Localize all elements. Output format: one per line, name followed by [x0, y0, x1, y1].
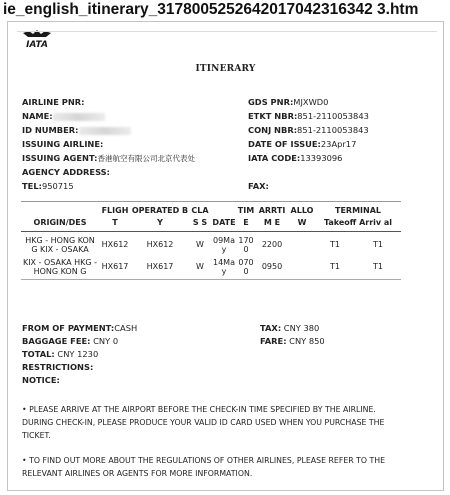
notice-label: NOTICE: [22, 375, 60, 385]
restrictions-field: RESTRICTIONS: [22, 362, 94, 372]
table-row: KIX - OSAKA HKG - HONG KON G HX617 HX617 W 14Ma y 070 0 0950 T1 T1 [22, 257, 383, 276]
table-row: HKG - HONG KON G KIX - OSAKA HX612 HX612 W 09Ma y 170 0 2200 T1 T1 [25, 235, 383, 254]
document-title: ITINERARY [195, 64, 256, 74]
tax-field: TAX: CNY 380 [260, 323, 320, 333]
col-terminal: TERMINAL Takeoff Arriv al [315, 202, 401, 232]
col-arrtime: ARRTIM E [255, 202, 289, 232]
tel-field: TEL:950715 [22, 181, 74, 191]
col-origin: ORIGIN/DES [21, 202, 99, 232]
issuing-airline-field: ISSUING AIRLINE: [22, 139, 104, 149]
fax-field: FAX: [248, 181, 269, 191]
total-field: TOTAL: CNY 1230 [22, 349, 99, 359]
issuing-agent-field: ISSUING AGENT:香港航空有限公司北京代表处 [22, 153, 195, 163]
col-time: TIM E [237, 202, 255, 232]
redacted-id [79, 127, 131, 135]
itinerary-document [7, 21, 444, 491]
col-flight: FLIGH T [99, 202, 131, 232]
col-operated-by: OPERATED B Y [131, 202, 189, 232]
notice-checkin: • PLEASE ARRIVE AT THE AIRPORT BEFORE THE CHECK-IN TIME SPECIFIED BY THE AIRLINE. DURING CHECK-IN, PLEASE PRODUCE YOUR VALID ID CARD USED WHEN YOU PURCHASE THE TICKET. [22, 405, 385, 440]
col-date: DATE [211, 202, 237, 232]
fare-field: FARE: CNY 850 [260, 336, 325, 346]
conj-nbr-field: CONJ NBR:851-2110053843 [248, 125, 369, 135]
airline-pnr-field: AIRLINE PNR: [22, 97, 85, 107]
col-takeoff: Takeoff [323, 218, 357, 227]
date-of-issue-field: DATE OF ISSUE:23Apr17 [248, 139, 357, 149]
gds-pnr-field: GDS PNR:MJXWD0 [248, 97, 329, 107]
form-of-payment-field: FROM OF PAYMENT:CASH [22, 323, 138, 333]
header-divider [17, 31, 437, 32]
table-header-row [21, 202, 401, 232]
agency-address-field: AGENCY ADDRESS: [22, 167, 110, 177]
etkt-nbr-field: ETKT NBR:851-2110053843 [248, 111, 369, 121]
logo-text: IATA [26, 40, 48, 49]
col-class: CLAS S [189, 202, 211, 232]
iata-code-field: IATA CODE:13393096 [248, 153, 343, 163]
notice-regulations: • TO FIND OUT MORE ABOUT THE REGULATIONS OF OTHER AIRLINES, PLEASE REFER TO THE RELEVANT AIRLINES OR AGENTS FOR MORE INFORMATION. [22, 456, 386, 478]
window-filename: ie_english_itinerary_3178005252642017042316342 3.htm [3, 1, 419, 18]
baggage-fee-field: BAGGAGE FEE: CNY 0 [22, 336, 119, 346]
col-arrival: Arriv al [359, 218, 393, 227]
redacted-name [53, 113, 105, 121]
id-number-field: ID NUMBER: [22, 125, 131, 136]
name-field: NAME: [22, 111, 105, 122]
flight-segments-table [21, 201, 401, 280]
col-allow: ALLO W [289, 202, 315, 232]
